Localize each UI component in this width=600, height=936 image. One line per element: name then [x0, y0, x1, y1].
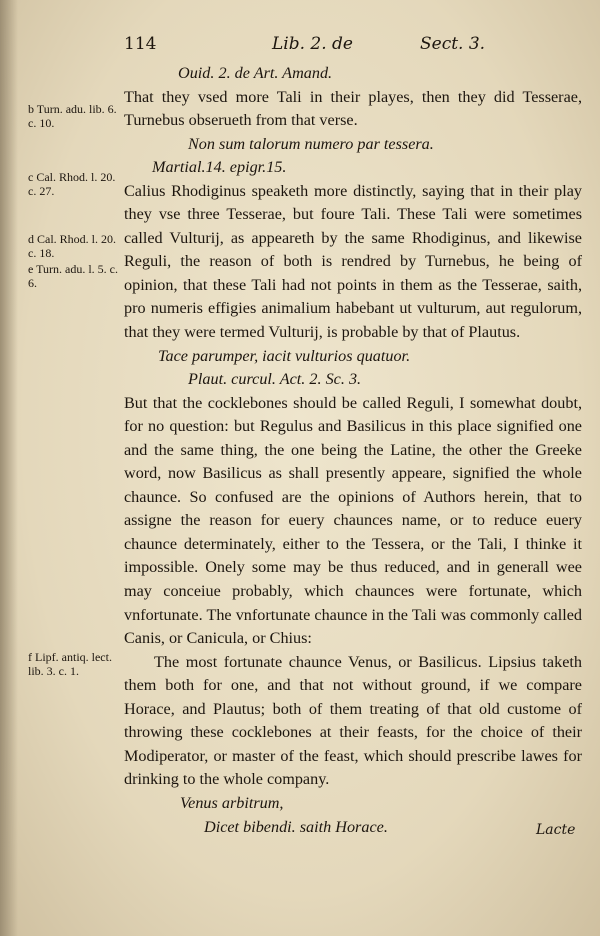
- margin-note-rhodiginus-1: c Cal. Rhod. l. 20. c. 27.: [28, 170, 116, 198]
- paragraph-rhodiginus: Calius Rhodiginus speaketh more distinctly, saying that in their play they vse three Tesserae, but foure Tali. These Tali were sometimes called Vulturij, as appeareth by the same Rhodiginus, and likewise Reguli, the reason of both is rendred by Turnebus, he being of opinion, that these Tali had not points in them as the Tesserae, saith, pro numeris effigies animalium habebant ut vulturum, aut regulorum, that they were termed Vulturij, is probable by that of Plautus.: [124, 181, 582, 342]
- running-title: Lib. 2. de: [272, 34, 353, 54]
- margin-note-lipsius: f Lipf. antiq. lect. lib. 3. c. 1.: [28, 650, 112, 678]
- running-header: [124, 34, 570, 58]
- margin-note-rhodiginus-2: d Cal. Rhod. l. 20. c. 18.: [28, 232, 117, 260]
- quotation-horace-line1: [124, 792, 582, 816]
- citation-ovid: Ouid. 2. de Art. Amand.: [178, 64, 333, 82]
- margin-note-turnebus-2: e Turn. adu. l. 5. c. 6.: [28, 262, 118, 290]
- page-number: 114: [124, 34, 157, 54]
- margin-note-turnebus-1: b Turn. adu. lib. 6. c. 10.: [28, 102, 117, 130]
- catchword: Lacte: [536, 822, 576, 838]
- section-number: Sect. 3.: [420, 34, 486, 54]
- quotation-martial: Non sum talorum numero par tessera.: [188, 134, 434, 153]
- paragraph-reguli: But that the cocklebones should be called Reguli, I somewhat doubt, for no question: but Regulus and Basilicus in this place signified one and the same thing, the one being the Latine, the other the Greeke word, now Basilicus as shall presently appeare, signified the whole chaunce. So confused are the opinions of Authors herein, that to assigne the reason for euery chaunces name, or to reduce euery chaunce determinately, either to the Tessera, or the Tali, I thinke it impossible. Onely some may be thus reduced, and in generall wee may conceiue probably, which chaunces were fortunate, which vnfortunate. The vnfortunate chaunce in the Tali was commonly called Canis, or Canicula, or Chius:: [124, 393, 582, 648]
- quotation-horace-line2: Dicet bibendi. saith Horace.: [204, 817, 388, 836]
- paragraph-tali: That they vsed more Tali in their playes, then they did Tesserae, Turnebus obserueth from that verse.: [124, 87, 582, 130]
- paragraph-venus: The most fortunate chaunce Venus, or Basilicus. Lipsius taketh them both for one, and that not without ground, if we compare Horace, and Plautus; both of them treating of that old custome of throwing these cocklebones at their feasts, for the choice of their Modiperator, or master of the feast, which should prescribe lawes for drinking to the whole company.: [124, 652, 582, 789]
- citation-martial: Martial.14. epigr.15.: [152, 158, 287, 177]
- main-text: [124, 62, 582, 839]
- quotation-horace-right: Venus arbitrum,: [180, 793, 284, 812]
- quotation-plautus: Tace parumper, iacit vulturios quatuor.: [158, 346, 411, 365]
- citation-plautus: Plaut. curcul. Act. 2. Sc. 3.: [188, 370, 362, 389]
- page-gutter-shadow: [0, 0, 18, 936]
